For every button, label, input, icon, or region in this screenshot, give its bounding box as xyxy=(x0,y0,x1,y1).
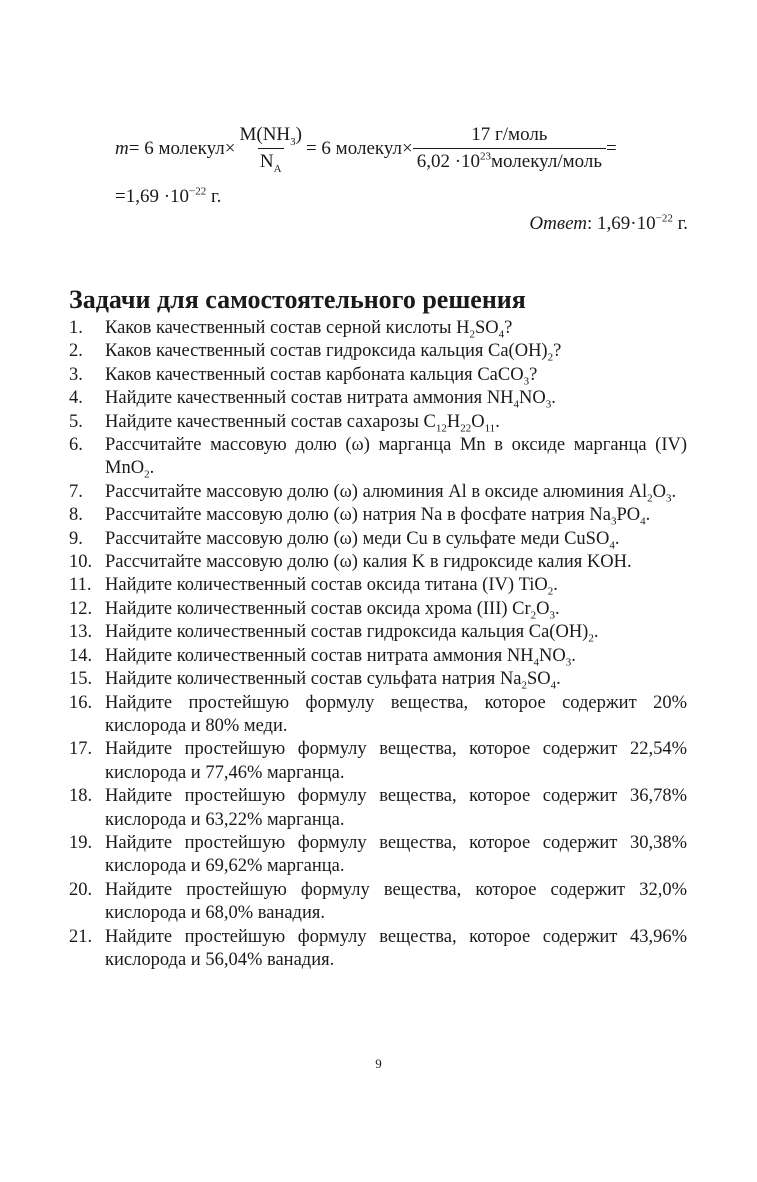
list-item-text: Найдите качественный состав сахарозы $C_{12}H_{22}O_{11}$. xyxy=(105,411,500,435)
list-item-number: 18. xyxy=(69,786,93,807)
list-item xyxy=(69,364,687,387)
list-item-text: Каков качественный состав гидроксида кальция $Ca(OH)_2$? xyxy=(105,341,562,365)
list-item-text: Найдите количественный состав гидроксида кальция $Ca(OH)_2$. xyxy=(105,622,599,645)
list-item-text: Найдите количественный состав нитрата аммония $NH_4NO_3$. xyxy=(105,645,576,669)
list-item-text: Рассчитайте массовую долю (ω) натрия Na в фосфате натрия $Na_3PO_4$. xyxy=(105,505,651,528)
list-item-number: 15. xyxy=(69,669,93,690)
list-item xyxy=(69,621,687,644)
list-item-number: 5. xyxy=(69,411,83,432)
list-item-number: 4. xyxy=(69,388,83,409)
fraction-denominator: $N_A$ xyxy=(258,148,284,173)
list-item xyxy=(69,832,687,879)
list-item-text: Найдите простейшую формулу вещества, которое содержит 22,54% кислорода и 77,46% марганца. xyxy=(105,739,687,783)
answer-line: Ответ: $1,69\cdot 10^{-22}$ г. xyxy=(529,212,688,234)
mass-formula xyxy=(115,124,617,173)
list-item-number: 13. xyxy=(69,622,93,643)
list-item-number: 8. xyxy=(69,505,83,526)
list-item xyxy=(69,645,687,668)
section-heading: Задачи для самостоятельного решения xyxy=(69,285,526,314)
list-item-number: 1. xyxy=(69,318,83,338)
list-item-number: 3. xyxy=(69,364,83,385)
list-item xyxy=(69,598,687,621)
list-item-text: Найдите простейшую формулу вещества, которое содержит 30,38% кислорода и 69,62% марганца. xyxy=(105,832,687,877)
list-item-text: Найдите простейшую формулу вещества, которое содержит 43,96% кислорода и 56,04% ванадия. xyxy=(105,926,687,970)
fraction-molar-mass xyxy=(237,124,304,173)
list-item-text: Найдите простейшую формулу вещества, которое содержит 20% кислорода и 80% меди. xyxy=(105,692,687,736)
list-item xyxy=(69,434,687,481)
list-item-text: Каков качественный состав серной кислоты $H_2SO_4$? xyxy=(105,318,513,341)
fraction-values xyxy=(415,124,604,173)
list-item-number: 7. xyxy=(69,481,83,502)
list-item xyxy=(69,879,687,926)
list-item-number: 17. xyxy=(69,739,93,760)
list-item-text: Найдите простейшую формулу вещества, которое содержит 36,78% кислорода и 63,22% марганца. xyxy=(105,786,687,830)
list-item-text: Каков качественный состав карбоната кальция CaCO$_3$? xyxy=(105,364,538,388)
list-item xyxy=(69,574,687,597)
fraction-numerator-values: 17 г/моль xyxy=(471,124,548,145)
list-item-text: Найдите простейшую формулу вещества, которое содержит 32,0% кислорода и 68,0% ванадия. xyxy=(105,879,687,924)
formula-m: m xyxy=(115,137,129,159)
list-item-text: Рассчитайте массовую долю (ω) алюминия Al в оксиде алюминия $Al_2O_3$. xyxy=(105,481,677,505)
list-item-text: Найдите количественный состав сульфата натрия $Na_2SO_4$. xyxy=(105,669,561,692)
list-item-number: 19. xyxy=(69,832,93,853)
list-item xyxy=(69,692,687,739)
list-item xyxy=(69,528,687,551)
list-item xyxy=(69,317,687,340)
answer-label: Ответ xyxy=(529,213,588,234)
list-item-text: Найдите качественный состав нитрата аммония $NH_4NO_3$. xyxy=(105,388,556,411)
list-item-number: 11. xyxy=(69,575,92,596)
list-item-number: 12. xyxy=(69,598,93,619)
list-item-number: 10. xyxy=(69,552,93,573)
fraction-denominator-values: $6,02 \cdot 10^{23}молекул$/моль xyxy=(413,148,606,173)
list-item-number: 2. xyxy=(69,341,83,362)
formula-eq2: = 6 молекул× xyxy=(305,137,413,159)
task-list xyxy=(69,317,687,972)
list-item xyxy=(69,340,687,363)
list-item-text: Найдите количественный состав оксида титана (IV) TiO$_2$. xyxy=(105,575,558,599)
list-item xyxy=(69,926,687,973)
list-item-number: 6. xyxy=(69,435,83,456)
formula-eq3: = xyxy=(606,137,617,159)
list-item xyxy=(69,551,687,574)
list-item-number: 9. xyxy=(69,528,83,549)
page-number: 9 xyxy=(375,1056,382,1071)
list-item-text: Рассчитайте массовую долю (ω) марганца Mn в оксиде марганца (IV) MnO$_2$. xyxy=(105,435,687,482)
list-item xyxy=(69,481,687,504)
list-item-text: Найдите количественный состав оксида хрома (III) $Cr_2O_3$. xyxy=(105,598,560,622)
list-item xyxy=(69,504,687,527)
list-item-text: Рассчитайте массовую долю (ω) калия K в гидроксиде калия KOH. xyxy=(105,552,632,573)
formula-result: $=1,69 \cdot 10^{-22}$ г. xyxy=(115,185,222,207)
list-item xyxy=(69,668,687,691)
fraction-numerator: $M(NH_3)$ xyxy=(239,124,302,148)
list-item-text: Рассчитайте массовую долю (ω) меди Cu в сульфате меди CuSO$_4$. xyxy=(105,528,620,552)
list-item-number: 14. xyxy=(69,645,93,666)
formula-eq1: = 6 молекул× xyxy=(128,137,236,159)
list-item-number: 20. xyxy=(69,879,93,900)
list-item-number: 16. xyxy=(69,692,93,713)
list-item xyxy=(69,785,687,832)
list-item xyxy=(69,387,687,410)
list-item-number: 21. xyxy=(69,926,93,947)
list-item xyxy=(69,738,687,785)
list-item xyxy=(69,411,687,434)
